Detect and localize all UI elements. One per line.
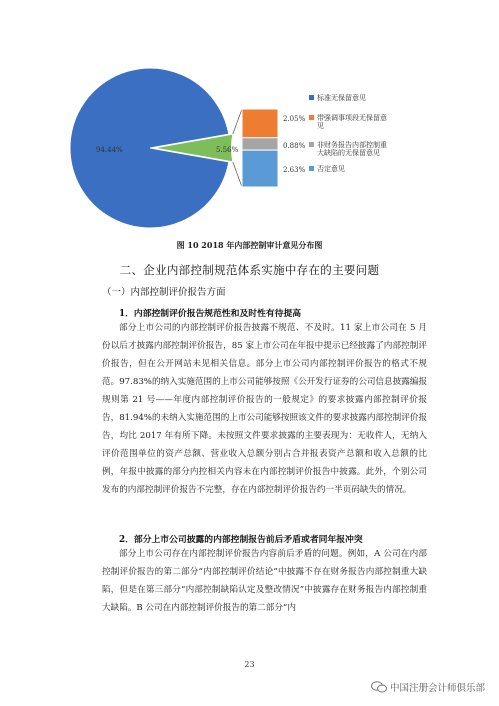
legend-value: 2.05% <box>283 115 306 123</box>
watermark <box>371 680 485 694</box>
pie-of-pie-chart <box>0 0 499 245</box>
legend-label: 否定意见 <box>317 165 345 173</box>
item-heading-2: 2．部分上市公司披露的内部控制报告前后矛盾或者同年报冲突 <box>119 535 363 545</box>
breakdown-bar-segment <box>242 109 278 138</box>
item-heading-1: 1．内部控制评价报告规范性和及时性有待提高 <box>119 309 302 319</box>
page-number: 23 <box>244 660 255 669</box>
legend-swatch <box>309 95 314 100</box>
watermark-text: 中国注册会计师俱乐部 <box>389 683 485 694</box>
pie-label-standard: 94.44% <box>96 146 123 154</box>
chart <box>0 0 499 245</box>
figure-caption: 图 10 2018 年内部控制审计意见分布图 <box>176 240 323 250</box>
legend-label: 带强调事项段无保留意 <box>317 114 387 122</box>
section-title: 二、企业内部控制规范体系实施中存在的主要问题 <box>119 263 380 277</box>
breakdown-stack <box>242 109 278 187</box>
legend-label: 大缺陷的无保留意见 <box>317 149 380 157</box>
subsection-title: （一）内部控制评价报告方面 <box>102 287 226 298</box>
paragraph-2: 部分上市公司存在内部控制评价报告内容前后矛盾的问题。例如，A 公司在内部控制评价报告的第二部分“内部控制评价结论”中披露不存在财务报告内部控制重大缺陷，但是在第三部分“内部控制缺陷认定及整改情况”中披露存在财务报告内部控制重大缺陷。B 公司在内部控制评价报告的第二部分“内 <box>102 549 427 613</box>
main-pie <box>70 68 239 228</box>
legend-swatch <box>309 142 314 147</box>
breakdown-bar-segment <box>242 150 278 187</box>
legend-label: 标准无保留意见 <box>317 94 366 102</box>
paragraph-1: 部分上市公司的内部控制评价报告披露不规范、不及时。11 家上市公司在 5 月份以后才披露内部控制评价报告，85 家上市公司在年报中提示已经披露了内部控制评价报告，但在公开网站未见相关信息。部分上市公司内部控制评价报告的格式不规范。97.83%的纳入实施范围的上市公司能够按照《公开发行证券的公司信息披露编报规则第 21 号——年度内部控制评价报告的一般规定》的要求披露内部控制评价报告，81.94%的未纳入实施范围的上市公司能够按照该文件的要求披露内部控制评价报告，均比 2017 年有所下降。未按照文件要求披露的主要表现为：无收件人，无纳入评价范围单位的资产总额、营业收入总额分别占合并报表资产总额和收入总额的比例，年报中披露的部分内控相关内容未在内部控制评价报告中披露。此外，个别公司发布的内部控制评价报告不完整，存在内部控制评价报告约一半页码缺失的情况。 <box>102 323 427 495</box>
connector-top <box>233 109 242 134</box>
legend-label: 非财务报告内部控制重 <box>317 141 387 149</box>
legend-label: 见 <box>317 122 324 130</box>
legend-value: 0.88% <box>283 142 306 150</box>
pie-label-other: 5.56% <box>216 146 239 154</box>
breakdown-bar-segment <box>242 138 278 150</box>
connector-bottom <box>233 162 242 187</box>
legend-swatch <box>309 115 314 120</box>
wechat-icon <box>371 681 387 693</box>
legend-swatch <box>309 166 314 171</box>
legend-value: 2.63% <box>283 166 306 174</box>
legend <box>283 93 387 174</box>
